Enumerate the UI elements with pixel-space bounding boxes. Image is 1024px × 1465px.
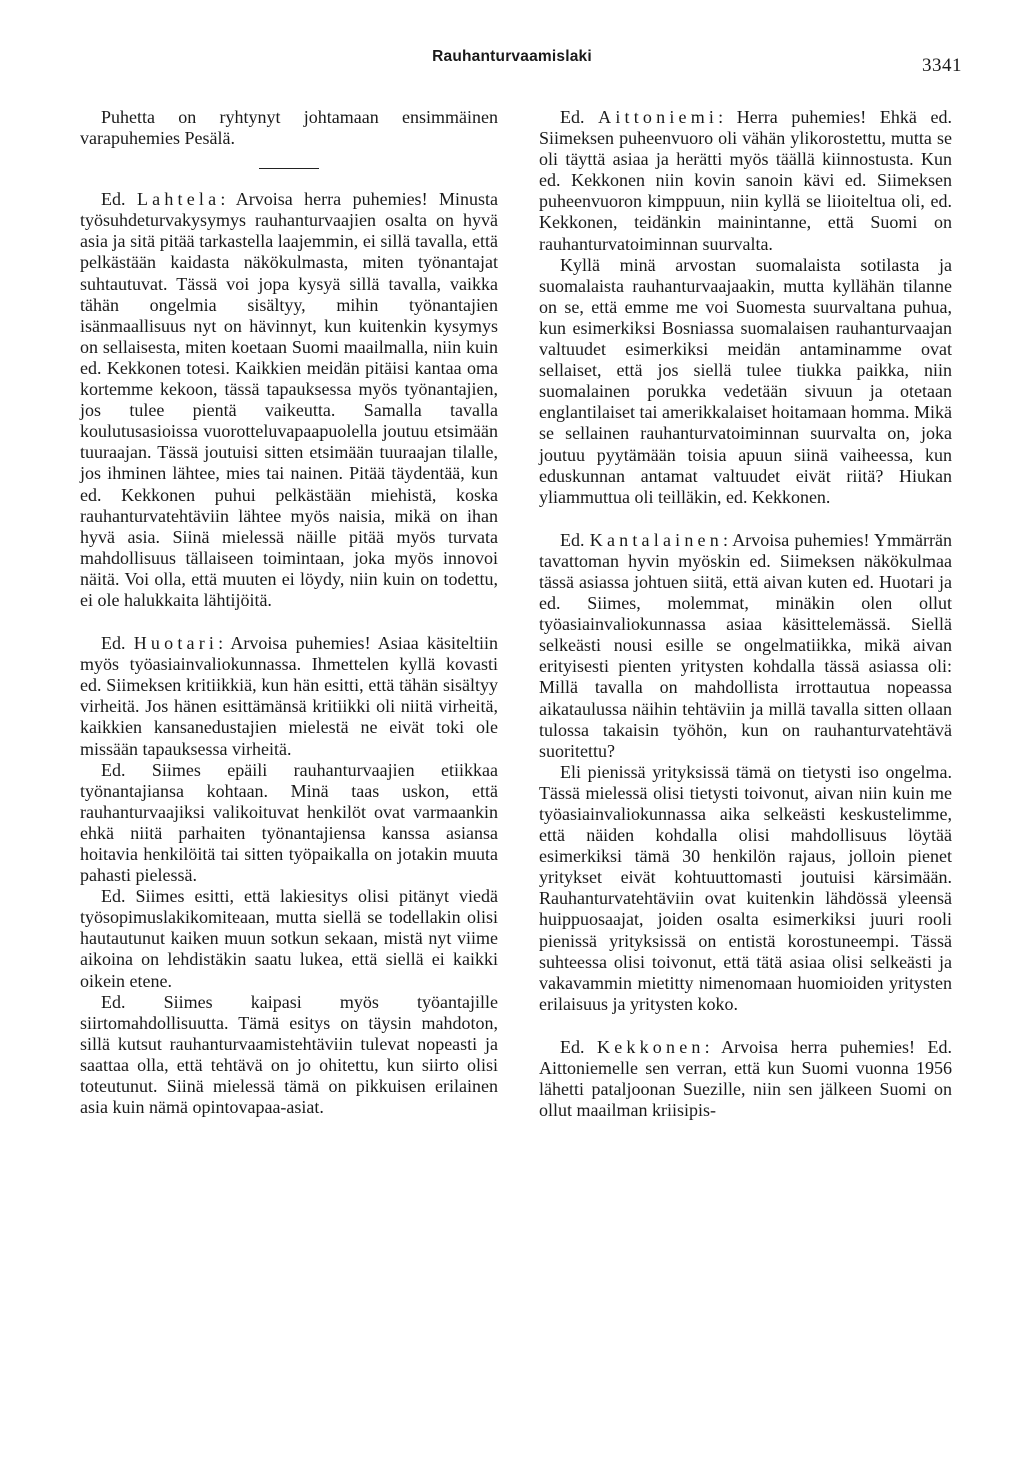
speaker-prefix: Ed. xyxy=(560,107,585,127)
speech-kekkonen xyxy=(539,1037,952,1121)
left-column xyxy=(80,107,498,1118)
speech-text: : Arvoisa puhemies! Asiaa käsiteltiin myös työasiainvaliokunnassa. Ihmettelen kyllä kovasti ed. Siimeksen kritiikkiä, kun hän esitti, että tähän sisältyy virheitä. Jos hänen esittämänsä kritiikki oli niitä virheitä, kaikkien kansanedustajien mielestä ne eivät toki ole missään tapauksessa virheitä. xyxy=(80,633,498,759)
speech-text: : Arvoisa herra puhemies! Minusta työsuhdeturvakysymys rauhanturvaajien osalta on hyvä asia ja sitä pitää tarkastella laajemmin, ei sillä tavalla, että pelkästään kaidasta näkökulmasta, miten työnantajat suhtautuvat. Tässä voi jopa kysyä sillä tavalla, vaikka tähän ongelmia sisältyy, mihin työnantajien isänmaallisuus nyt on hävinnyt, kun kuitenkin kysymys on sellaisesta, miten koetaan Suomi maailmalla, niin kuin ed. Kekkonen totesi. Kaikkien meidän pitäisi kantaa oma kortemme kekoon, tässä tapauksessa myös työnantajien, jos tulee pientä vaikeutta. Samalla tavalla koulutusasioissa vuorotteluvapaapuolella joutuu etsimään tuuraajan. Tässä joutuisi sitten etsimään tuuraajan tilalle, jos ihminen lähtee, mies tai nainen. Pitää täydentää, kun ed. Kekkonen puhui pelkästään miehistä, koska rauhanturvatehtäviin lähtee myös naisia, mikä on ihan hyvä asia. Siinä mielessä näille pitää myös turvata mahdollisuus tällaiseen toimintaan, joka myös innovoi näitä. Voi olla, että muuten ei löydy, niin kuin on todettu, ei ole halukkaita lähtijöitä. xyxy=(80,189,498,610)
speaker-prefix: Ed. xyxy=(560,529,585,550)
chair-announcement: Puhetta on ryhtynyt johtamaan ensimmäinen varapuhemies Pesälä. xyxy=(80,107,498,149)
speech-kantalainen xyxy=(539,530,952,762)
speaker-prefix: Ed. xyxy=(101,189,126,210)
speech-text: : Arvoisa puhemies! Ymmärrän tavattoman hyvin myöskin ed. Siimeksen näkökulmaa tässä asiassa johtuen siitä, että aivan kuten ed. Huotari ja ed. Siimes, molemmat, minäkin olen ollut työasiainvaliokunnassa asiaa käsittelemässä. Siellä selkeästi nousi esille se ongelmatiikka, mikä aivan erityisesti pienten yritysten kohdalla tässä asiassa oli: Millä tavalla on mahdollista irrottautua nopeassa aikataulussa näihin tehtäviin ja millä tavalla sitten ollaan tulossa takaisin työhön, kun on rauhanturvatehtävä suoritettu? xyxy=(539,529,952,761)
running-header-title: Rauhanturvaamislaki xyxy=(432,48,592,65)
speaker-prefix: Ed. xyxy=(560,1036,585,1057)
speaker-name-kantalainen: Kantalainen xyxy=(589,529,723,550)
speech-lahtela xyxy=(80,189,498,611)
speech-text: : Herra puhemies! Ehkä ed. Siimeksen puheenvuoro oli vähän ylikorostettu, mutta se oli täyttä asiaa ja herätti myös täällä kiinnostusta. Kun ed. Kekkonen niin kovin sanoin kävi ed. Siimeksen puheenvuoron kimppuun, niin kyllä se liioiteltua oli, ed. Kekkonen, teidänkin mainintanne, että Suomi on rauhanturvatoiminnan suurvalta. xyxy=(539,107,953,254)
speech-huotari xyxy=(80,633,498,760)
speech-paragraph: Ed. Siimes esitti, että lakiesitys olisi pitänyt viedä työsopimuslakikomiteaan, mutta siellä se todellakin olisi hautautunut kaiken muun sotkun sekaan, mistä nyt viime aikoina on lehdistäkin saatu lukea, että siellä ei kaikki oikein etene. xyxy=(80,886,498,991)
speaker-prefix: Ed. xyxy=(101,633,126,654)
speech-paragraph: Kyllä minä arvostan suomalaista sotilasta ja suomalaista rauhanturvaajaakin, mutta kyllähän tilanne on se, että emme me voi Suomesta suurvaltana puhua, kun esimerkiksi Bosniassa suomalaisen rauhanturvaajan valtuudet esimerkiksi meidän antaminamme ovat sellaiset, että jos siellä tulee tiukka paikka, niin suomalainen porukka vedetään sivuun ja otetaan englantilaiset tai amerikkalaiset hoitamaan homma. Mikä se sellainen rauhanturvatoiminnan suurvalta on, joka joutuu pyytämään toisia apuun siinä vaiheessa, kun eduskunnan antamat valtuudet eivät riitä? Hiukan yliammuttua oli teilläkin, ed. Kekkonen. xyxy=(539,254,952,507)
speaker-name-kekkonen: Kekkonen xyxy=(597,1036,705,1057)
right-column xyxy=(539,107,952,1121)
speaker-name-huotari: Huotari xyxy=(133,633,219,654)
speech-paragraph: Eli pienissä yrityksissä tämä on tietysti iso ongelma. Tässä mielessä olisi tietysti toivonut, aivan niin kuin me työasiainvaliokunnassa aika selkeästi keskustelimme, että näiden kohdalla olisi mahdollisuus löytää esimerkiksi tämä 30 henkilön rajaus, jolloin pienet yritykset eivät kohtuuttomasti joutuisi kärsimään. Rauhanturvatehtäviin ovat kuitenkin lähdössä yleensä huippuosaajat, joiden osalta esimerkiksi juuri rooli pienissä yrityksissä on entistä korostuneempi. Tässä suhteessa olisi toivonut, että tätä asiaa olisi selkeästi ja vakavammin mietitty nimenomaan huomioiden yritysten erilaisuus ja yritysten koko. xyxy=(539,761,952,1014)
speaker-name-aittoniemi: Aittoniemi xyxy=(598,107,719,127)
speech-text: : Arvoisa herra puhemies! Ed. Aittoniemelle sen verran, että kun Suomi vuonna 1956 lähetti pataljoonan Suezille, niin sen jälkeen Suomi on ollut maailman kriisipis- xyxy=(539,1036,953,1121)
speaker-name-lahtela: Lahtela xyxy=(136,189,221,210)
speech-paragraph: Ed. Siimes epäili rauhanturvaajien etiikkaa työnantajiansa kohtaan. Minä taas uskon, että rauhanturvaajiksi valikoituvat henkilöt ovat varmaankin ehkä niitä parhaiten työnantajiensa kanssa asiansa hoitavia henkilöitä tai sitten työpaikalla on jotakin muuta pahasti pielessä. xyxy=(80,759,498,886)
page-number: 3341 xyxy=(922,55,962,76)
section-divider xyxy=(259,168,319,169)
speech-paragraph: Ed. Siimes kaipasi myös työantajille siirtomahdollisuutta. Tämä esitys on täysin mahdoton, sillä kutsut rauhanturvaamistehtäviin tulevat nopeasti ja saattaa olla, että tehtävä on jo ohitettu, kun siirto olisi toteutunut. Siinä mielessä tämä on pikkuisen erilainen asia kuin nämä opintovapaa-asiat. xyxy=(80,991,498,1118)
speech-aittoniemi xyxy=(539,107,952,255)
